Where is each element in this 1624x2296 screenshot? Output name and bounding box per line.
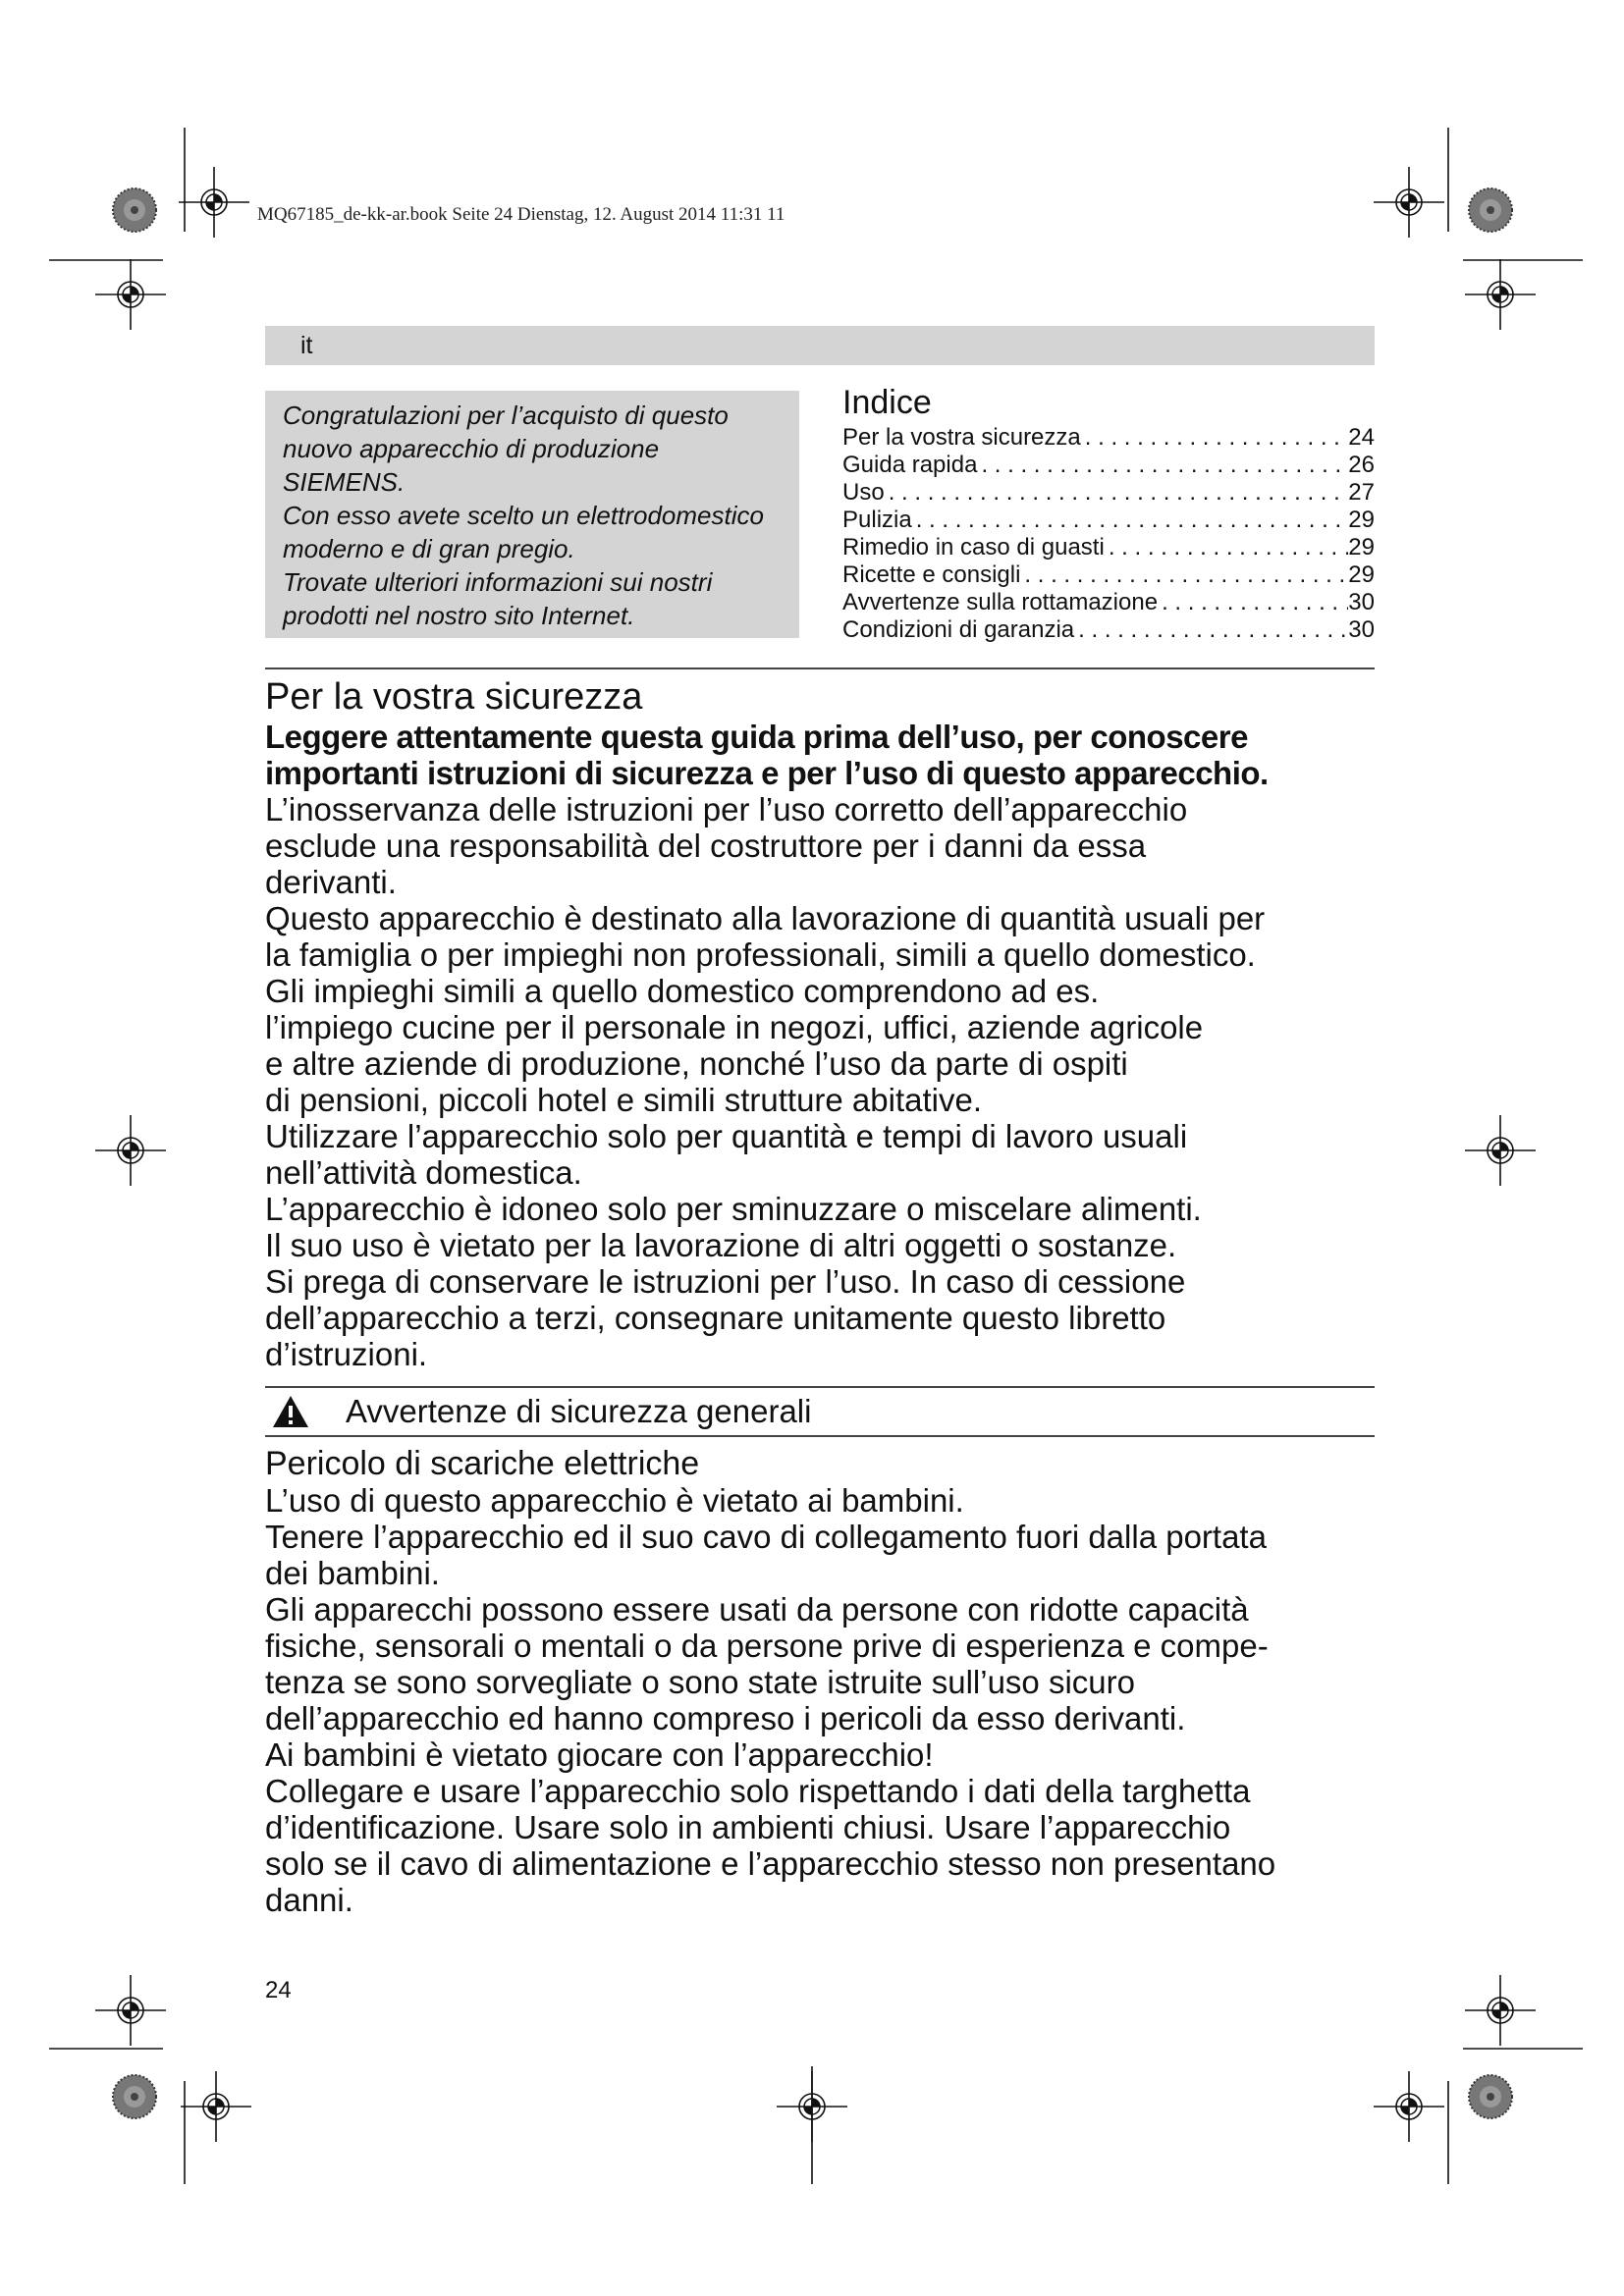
body-line: l’impiego cucine per il personale in negozi, uffici, aziende agricole xyxy=(265,1009,1204,1045)
table-of-contents xyxy=(842,381,1375,644)
toc-entry-page: 26 xyxy=(1348,452,1375,478)
registration-mark-icon xyxy=(1465,1115,1536,1186)
intro-line: Con esso avete scelto un elettrodomestico xyxy=(283,501,764,530)
body-line: Ai bambini è vietato giocare con l’apparecchio! xyxy=(265,1736,934,1773)
toc-entry-label: Condizioni di garanzia xyxy=(842,616,1075,643)
toc-entry[interactable] xyxy=(842,452,1375,479)
body-line: fisiche, sensorali o mentali o da persone prive di esperienza e compe- xyxy=(265,1628,1269,1664)
toc-title: Indice xyxy=(842,384,932,421)
registration-mark-icon xyxy=(179,167,249,238)
color-bar-mark xyxy=(113,188,156,232)
registration-mark-icon xyxy=(181,2071,251,2142)
registration-mark-icon xyxy=(1374,2071,1444,2142)
toc-entry-label: Uso xyxy=(842,479,885,506)
intro-line: nuovo apparecchio di produzione xyxy=(283,434,660,463)
body-line: L’inosservanza delle istruzioni per l’uso corretto dell’apparecchio xyxy=(265,791,1188,828)
body-line: derivanti. xyxy=(265,864,397,900)
section-title: Per la vostra sicurezza xyxy=(265,676,643,718)
body-line: dell’apparecchio ed hanno compreso i pericoli da esso derivanti. xyxy=(265,1700,1186,1736)
language-bar xyxy=(265,326,1375,365)
body-line: e altre aziende di produzione, nonché l’uso da parte di ospiti xyxy=(265,1045,1128,1082)
body-line: Collegare e usare l’apparecchio solo rispettando i dati della targhetta xyxy=(265,1773,1251,1809)
body-line: Si prega di conservare le istruzioni per l’uso. In caso di cessione xyxy=(265,1263,1186,1300)
body-line: Gli impieghi simili a quello domestico comprendono ad es. xyxy=(265,973,1100,1009)
toc-entry-page: 27 xyxy=(1348,479,1375,506)
toc-entry-page: 29 xyxy=(1348,561,1375,588)
body-line: Gli apparecchi possono essere usati da persone con ridotte capacità xyxy=(265,1591,1249,1628)
warning-body xyxy=(265,1482,1275,1918)
warning-triangle-icon xyxy=(269,1394,312,1429)
body-line: L’uso di questo apparecchio è vietato ai bambini. xyxy=(265,1482,964,1519)
toc-entry-label: Guida rapida xyxy=(842,452,978,478)
registration-mark-icon xyxy=(1465,259,1536,330)
intro-line: Congratulazioni per l’acquisto di questo xyxy=(283,400,729,430)
body-line: dei bambini. xyxy=(265,1555,440,1591)
toc-entry[interactable] xyxy=(842,507,1375,534)
warning-subtitle: Pericolo di scariche elettriche xyxy=(265,1445,700,1482)
registration-mark-icon xyxy=(95,1975,166,2046)
lead-line: Leggere attentamente questa guida prima dell’uso, per conoscere xyxy=(265,719,1248,755)
toc-entry[interactable] xyxy=(842,424,1375,452)
section-divider xyxy=(265,667,1375,669)
toc-entry-label: Ricette e consigli xyxy=(842,561,1021,588)
warning-title: Avvertenze di sicurezza generali xyxy=(346,1393,812,1429)
toc-entry-page: 30 xyxy=(1348,616,1375,643)
print-header: MQ67185_de-kk-ar.book Seite 24 Dienstag, 12. August 2014 11:31 11 xyxy=(257,204,785,225)
toc-entry[interactable] xyxy=(842,616,1375,644)
toc-entry-label: Per la vostra sicurezza xyxy=(842,424,1081,451)
intro-box xyxy=(265,391,799,638)
body-line: d’identificazione. Usare solo in ambienti chiusi. Usare l’apparecchio xyxy=(265,1809,1231,1845)
lead-line: importanti istruzioni di sicurezza e per l’uso di questo apparecchio. xyxy=(265,755,1269,791)
warning-bottom-rule xyxy=(265,1435,1375,1437)
body-line: la famiglia o per impieghi non professionali, simili a quello domestico. xyxy=(265,936,1256,973)
registration-mark-icon xyxy=(95,1115,166,1186)
body-line: nell’attività domestica. xyxy=(265,1154,582,1191)
toc-entry-page: 29 xyxy=(1348,534,1375,561)
body-line: Questo apparecchio è destinato alla lavorazione di quantità usuali per xyxy=(265,900,1266,936)
color-bar-mark xyxy=(113,2075,156,2118)
body-line: Utilizzare l’apparecchio solo per quantità e tempi di lavoro usuali xyxy=(265,1118,1188,1154)
toc-entry[interactable] xyxy=(842,479,1375,507)
toc-entry[interactable] xyxy=(842,534,1375,561)
toc-entry-page: 30 xyxy=(1348,589,1375,615)
intro-line: Trovate ulteriori informazioni sui nostri xyxy=(283,567,713,597)
registration-mark-icon xyxy=(1374,167,1444,238)
registration-mark-icon xyxy=(95,259,166,330)
safety-body xyxy=(265,791,1265,1372)
toc-entry-label: Avvertenze sulla rottamazione xyxy=(842,589,1159,615)
body-line: esclude una responsabilità del costruttore per i danni da essa xyxy=(265,828,1147,864)
body-line: Tenere l’apparecchio ed il suo cavo di collegamento fuori dalla portata xyxy=(265,1519,1267,1555)
toc-entry-label: Rimedio in caso di guasti xyxy=(842,534,1105,561)
safety-lead xyxy=(265,719,1269,791)
body-line: L’apparecchio è idoneo solo per sminuzzare o miscelare alimenti. xyxy=(265,1191,1202,1227)
body-line: tenza se sono sorvegliate o sono state istruite sull’uso sicuro xyxy=(265,1664,1135,1700)
language-code: it xyxy=(300,332,313,359)
body-line: dell’apparecchio a terzi, consegnare unitamente questo libretto xyxy=(265,1300,1166,1336)
body-line: di pensioni, piccoli hotel e simili strutture abitative. xyxy=(265,1082,983,1118)
body-line: Il suo uso è vietato per la lavorazione di altri oggetti o sostanze. xyxy=(265,1227,1177,1263)
intro-line: SIEMENS. xyxy=(283,467,406,497)
intro-line: prodotti nel nostro sito Internet. xyxy=(283,601,635,630)
color-bar-mark xyxy=(1469,188,1512,232)
body-line: solo se il cavo di alimentazione e l’apparecchio stesso non presentano xyxy=(265,1845,1276,1882)
color-bar-mark xyxy=(1469,2075,1512,2118)
intro-line: moderno e di gran pregio. xyxy=(283,534,575,563)
toc-entry-page: 29 xyxy=(1348,507,1375,533)
toc-entry[interactable] xyxy=(842,561,1375,589)
warning-top-rule xyxy=(265,1386,1375,1388)
toc-entry-page: 24 xyxy=(1348,424,1375,451)
warning-heading xyxy=(265,1392,811,1431)
toc-entry[interactable] xyxy=(842,589,1375,616)
body-line: danni. xyxy=(265,1882,353,1918)
registration-mark-icon xyxy=(1465,1975,1536,2046)
toc-entry-label: Pulizia xyxy=(842,507,912,533)
body-line: d’istruzioni. xyxy=(265,1336,428,1372)
page-number: 24 xyxy=(265,1977,292,2003)
